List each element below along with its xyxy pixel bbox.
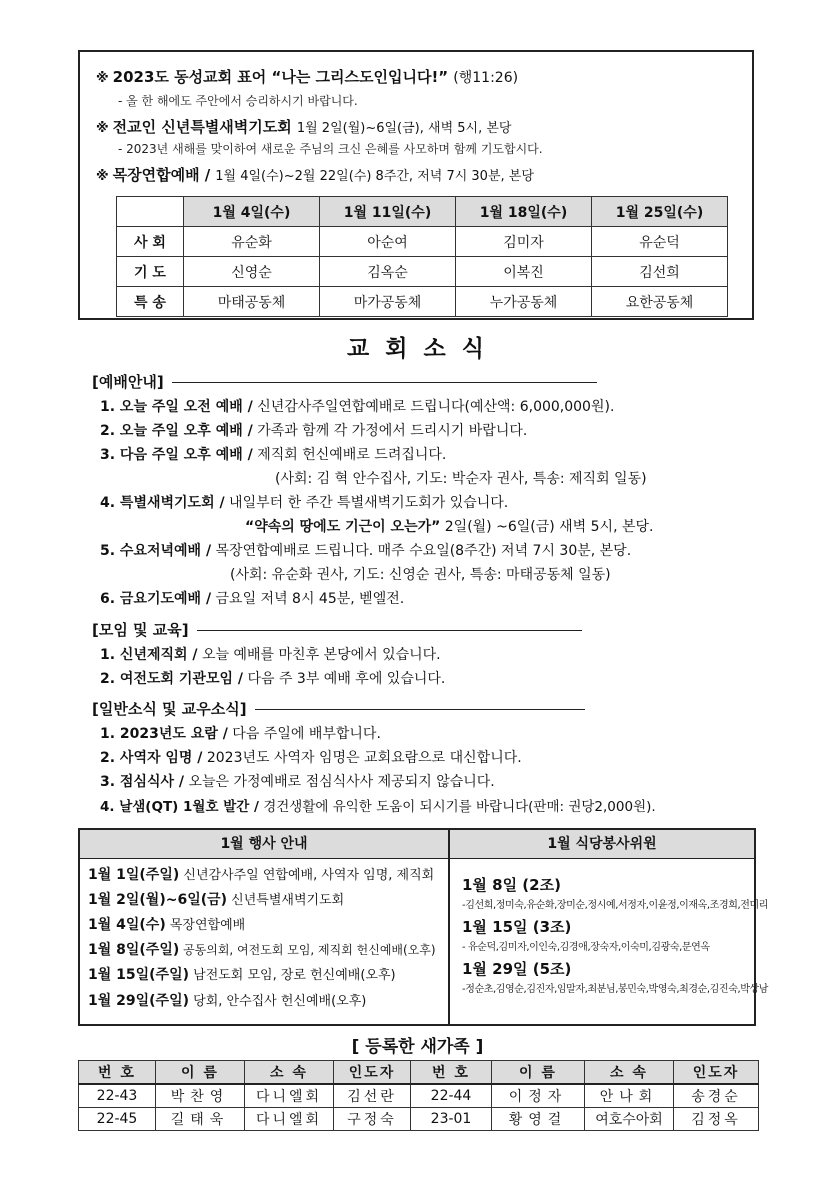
notice-label: 4. 날샘(QT) 1월호 발간 /	[100, 799, 259, 815]
event-desc: 신년특별새벽기도회	[227, 893, 345, 908]
notice-text: 2일(월) ~6일(금) 새벽 5시, 본당.	[440, 519, 654, 535]
event-desc: 당회, 안수집사 헌신예배(오후)	[189, 994, 367, 1009]
notice-label: 3. 점심식사 /	[100, 774, 185, 790]
events-header: 1월 행사 안내	[80, 830, 448, 859]
table-cell: 마가공동체	[320, 287, 456, 317]
dawn-prayer-info: 1월 2일(월)~6일(금), 새벽 5시, 본당	[296, 121, 512, 136]
event-date: 1월 15일(주일)	[88, 967, 189, 983]
event-item	[88, 864, 434, 884]
event-date: 1월 1일(주일)	[88, 867, 180, 883]
volunteer-date: 1월 8일 (2조)	[462, 876, 561, 894]
column-header: 소 속	[585, 1061, 674, 1085]
notice-line	[100, 420, 527, 440]
notice-text: 내일부터 한 주간 특별새벽기도회가 있습니다.	[224, 495, 509, 511]
notice-line	[100, 396, 614, 416]
table-cell: 다니엘회	[245, 1108, 334, 1131]
table-cell: 황영걸	[492, 1108, 585, 1131]
event-desc: 목장연합예배	[165, 918, 246, 933]
table-cell: 22-43	[79, 1084, 156, 1108]
date-header: 1월 11일(수)	[320, 197, 456, 227]
reference-mark: ※	[96, 121, 109, 136]
row-label: 사 회	[117, 227, 184, 257]
families-title: [ 등록한 새가족 ]	[351, 1037, 484, 1057]
event-item	[88, 964, 396, 984]
volunteers-box	[450, 828, 769, 1026]
notice-text: 제직회 헌신예배로 드려집니다.	[252, 447, 447, 463]
table-header-row	[117, 197, 728, 227]
date-header: 1월 18일(수)	[456, 197, 592, 227]
families-table	[78, 1060, 759, 1131]
column-header: 이 름	[492, 1061, 585, 1085]
table-cell: 유순덕	[592, 227, 728, 257]
table-cell: 요한공동체	[592, 287, 728, 317]
table-cell: 길태욱	[156, 1108, 245, 1131]
table-cell: 김정옥	[674, 1108, 759, 1131]
date-header: 1월 4일(수)	[184, 197, 320, 227]
motto-line	[96, 66, 518, 87]
event-date: 1월 29일(주일)	[88, 993, 189, 1009]
notice-subline: (사회: 김 혁 안수집사, 기도: 박순자 권사, 특송: 제직회 일동)	[275, 471, 647, 487]
notice-text: 2023년도 사역자 임명은 교회요람으로 대신합니다.	[202, 750, 522, 766]
table-row	[117, 227, 728, 257]
announcement-box	[78, 50, 754, 320]
section-worship	[92, 371, 597, 392]
volunteer-names: - 유순덕,김미자,이인숙,김경애,장숙자,이숙미,김광숙,문연옥	[462, 942, 710, 953]
notice-label: 2. 사역자 임명 /	[100, 750, 203, 766]
event-date: 1월 4일(수)	[88, 917, 166, 933]
event-item	[88, 889, 344, 909]
notice-line	[100, 668, 445, 688]
notice-line	[100, 492, 508, 512]
event-item	[88, 939, 436, 959]
section-heading: [모임 및 교육]	[92, 621, 189, 639]
section-meetings	[92, 619, 582, 640]
section-rule	[197, 630, 582, 631]
table-row	[79, 1084, 759, 1108]
table-cell: 김미자	[456, 227, 592, 257]
volunteer-names: -김선희,정미숙,유순화,장미순,정시예,서정자,이윤정,이재옥,조경희,전미리	[462, 900, 769, 911]
table-cell: 여호수아회	[585, 1108, 674, 1131]
notice-label: 3. 다음 주일 오후 예배 /	[100, 447, 253, 463]
separator: /	[204, 166, 211, 184]
notice-text: 신년감사주일연합예배로 드립니다(예산액: 6,000,000원).	[252, 399, 615, 415]
volunteers-header: 1월 식당봉사위원	[450, 830, 754, 859]
volunteer-date: 1월 15일 (3조)	[462, 918, 572, 936]
section-heading: [일반소식 및 교우소식]	[92, 700, 247, 718]
column-header: 번 호	[411, 1061, 492, 1085]
notice-text: 금요일 저녁 8시 45분, 벧엘전.	[211, 591, 405, 607]
section-heading: [예배안내]	[92, 373, 164, 391]
news-title: 교 회 소 식	[347, 336, 488, 362]
notice-label: 1. 2023년도 요람 /	[100, 726, 228, 742]
corner-cell	[117, 197, 184, 227]
table-header-row	[79, 1061, 759, 1085]
event-item	[88, 914, 245, 934]
joint-worship-line	[96, 164, 534, 185]
motto-reference: (행11:26)	[453, 70, 519, 86]
notice-label: 6. 금요기도예배 /	[100, 591, 212, 607]
notice-text: 오늘 예배를 마친후 본당에서 있습니다.	[197, 647, 441, 663]
dawn-prayer-subtext: - 2023년 새해를 맞이하여 새로운 주님의 크신 은혜를 사모하며 함께 기도합시다.	[118, 142, 543, 156]
notice-line	[100, 723, 381, 743]
table-row	[79, 1108, 759, 1131]
table-row	[117, 287, 728, 317]
notice-line	[100, 644, 441, 664]
table-cell: 23-01	[411, 1108, 492, 1131]
notice-subline	[245, 516, 653, 536]
table-cell: 김옥순	[320, 257, 456, 287]
notice-label: 4. 특별새벽기도회 /	[100, 495, 225, 511]
events-box	[78, 828, 450, 1026]
event-date: 1월 2일(월)~6일(금)	[88, 892, 228, 908]
table-cell: 누가공동체	[456, 287, 592, 317]
table-cell: 마태공동체	[184, 287, 320, 317]
column-header: 인도자	[674, 1061, 759, 1085]
event-date: 1월 8일(주일)	[88, 942, 180, 958]
table-cell: 아순여	[320, 227, 456, 257]
column-header: 번 호	[79, 1061, 156, 1085]
date-header: 1월 25일(수)	[592, 197, 728, 227]
notice-text: 오늘은 가정예배로 점심식사사 제공되지 않습니다.	[184, 774, 495, 790]
table-cell: 이복진	[456, 257, 592, 287]
event-item	[88, 990, 366, 1010]
notice-label: 2. 여전도회 기관모임 /	[100, 671, 243, 687]
section-rule	[255, 709, 585, 710]
section-rule	[172, 382, 597, 383]
notice-line	[100, 771, 495, 791]
dawn-prayer-line	[96, 116, 511, 137]
joint-worship-info: 1월 4일(수)~2월 22일(수) 8주간, 저녁 7시 30분, 본당	[215, 169, 534, 184]
table-cell: 김선희	[592, 257, 728, 287]
reference-mark: ※	[96, 169, 109, 184]
notice-text: 목장연합예배로 드립니다. 매주 수요일(8주간) 저녁 7시 30분, 본당.	[211, 543, 632, 559]
table-cell: 신영순	[184, 257, 320, 287]
reference-mark: ※	[96, 71, 109, 86]
notice-label: 5. 수요저녁예배 /	[100, 543, 212, 559]
notice-text: 경건생활에 유익한 도움이 되시기를 바랍니다(판매: 권당2,000원).	[258, 799, 656, 815]
notice-label: 1. 오늘 주일 오전 예배 /	[100, 399, 253, 415]
table-row	[117, 257, 728, 287]
row-label: 기 도	[117, 257, 184, 287]
event-desc: 남전도회 모임, 장로 헌신예배(오후)	[189, 968, 396, 983]
sermon-theme: “약속의 땅에도 기근이 오는가”	[245, 519, 441, 535]
row-label: 특 송	[117, 287, 184, 317]
table-cell: 송경순	[674, 1084, 759, 1108]
motto-subtext: - 올 한 해에도 주안에서 승리하시기 바랍니다.	[118, 94, 358, 108]
table-cell: 22-44	[411, 1084, 492, 1108]
section-general	[92, 698, 585, 719]
table-cell: 안나회	[585, 1084, 674, 1108]
column-header: 이 름	[156, 1061, 245, 1085]
schedule-table	[116, 196, 728, 317]
notice-label: 1. 신년제직회 /	[100, 647, 198, 663]
notice-line	[100, 444, 446, 464]
notice-line	[100, 540, 631, 560]
notice-line	[100, 747, 522, 767]
notice-label: 2. 오늘 주일 오후 예배 /	[100, 423, 253, 439]
table-cell: 박찬영	[156, 1084, 245, 1108]
column-header: 소 속	[245, 1061, 334, 1085]
volunteer-date: 1월 29일 (5조)	[462, 960, 572, 978]
notice-subline: (사회: 유순화 권사, 기도: 신영순 권사, 특송: 마태공동체 일동)	[230, 567, 611, 583]
table-cell: 다니엘회	[245, 1084, 334, 1108]
column-header: 인도자	[334, 1061, 411, 1085]
volunteer-names: -정순초,김영순,김진자,임말자,최분님,봉민숙,박영숙,최경순,김진숙,박상남	[462, 984, 769, 995]
table-cell: 이정자	[492, 1084, 585, 1108]
event-desc: 신년감사주일 연합예배, 사역자 임명, 제직회	[179, 868, 435, 883]
joint-worship-title: 목장연합예배	[112, 166, 200, 184]
notice-text: 가족과 함께 각 가정에서 드리시기 바랍니다.	[252, 423, 528, 439]
event-desc: 공동의회, 여전도회 모임, 제직회 헌신예배(오후)	[179, 943, 436, 957]
dawn-prayer-title: 전교인 신년특별새벽기도회	[112, 118, 292, 136]
notice-text: 다음 주 3부 예배 후에 있습니다.	[243, 671, 446, 687]
motto-title: 2023도 동성교회 표어 “나는 그리스도인입니다!”	[112, 68, 449, 86]
notice-line	[100, 795, 656, 815]
table-cell: 김선란	[334, 1084, 411, 1108]
table-cell: 22-45	[79, 1108, 156, 1131]
table-cell: 유순화	[184, 227, 320, 257]
notice-line	[100, 588, 404, 608]
table-cell: 구정숙	[334, 1108, 411, 1131]
notice-text: 다음 주일에 배부합니다.	[227, 726, 381, 742]
